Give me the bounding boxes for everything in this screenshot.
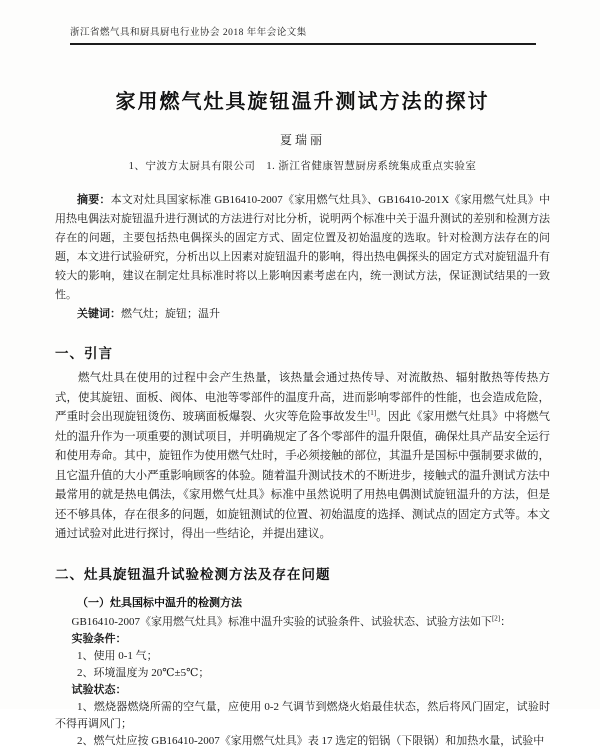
condition-item-1: 1、使用 0-1 气； (77, 649, 158, 662)
section-1-paragraph (55, 369, 550, 545)
abstract-block (55, 191, 550, 324)
running-head (70, 22, 536, 45)
citation-ref-1: [1] (367, 409, 377, 418)
abstract-label: 摘要： (77, 194, 111, 206)
section-1-heading: 一、引言 (55, 346, 113, 361)
keywords-label: 关键词： (77, 308, 121, 320)
abstract-paragraph (55, 191, 550, 305)
citation-ref-2: [2] (491, 613, 501, 622)
keywords-text: 燃气灶；旋钮；温升 (121, 308, 220, 320)
state-item-2: 2、燃气灶应按 GB16410-2007《家用燃气灶具》表 17 选定的铝锅（下限锅）和加热水量，试验中 (77, 734, 545, 747)
author-name: 夏瑞丽 (279, 133, 325, 147)
gb-standard-text-part2: ： (500, 615, 512, 628)
condition-item-2: 2、环境温度为 20℃±5℃； (77, 666, 210, 679)
subsection-2-1-heading: （一）灶具国标中温升的检测方法 (77, 596, 242, 609)
section-1-text-part2: 。因此《家用燃气灶具》中将燃气灶的温升作为一项重要的测试项目，并明确规定了各个零部件的温升限值，确保灶具产品安全运行和使用寿命。其中，旋钮作为使用燃气灶时，手必须接触的部位，其温升是国标中强制要求做的，且它温升值的大小严重影响顾客的体验。随着温升测试技术的不断进步，接触式的温升测试方法中最常用的就是热电偶法，《家用燃气灶具》标准中虽然说明了用热电偶测试旋钮温升的方法，但是还不够具体，存在很多的问题，如旋钮测试的位置、初始温度的选择、测试点的固定方式等。本文通过试验对此进行探讨，得出一些结论，并提出建议。 (55, 411, 551, 540)
gb-standard-text-part1: GB16410-2007《家用燃气灶具》标准中温升实验的试验条件、试验状态、试验方法如下 (71, 615, 492, 628)
gb-standard-line (55, 614, 550, 631)
running-head-text: 浙江省燃气具和厨具厨电行业协会 2018 年年会论文集 (70, 28, 307, 38)
test-state-label: 试验状态： (71, 683, 127, 696)
abstract-text: 本文对灶具国家标准 GB16410-2007《家用燃气灶具》、GB16410-201X《家用燃气灶具》中用热电偶法对旋钮温升进行测试的方法进行对比分析，说明两个标准中关于温升测试的差别和检测方法存在的问题，主要包括热电偶探头的固定方式、固定位置及初始温度的选取。针对检测方法存在的问题，本文进行试验研究，分析出以上因素对旋钮温升的影响，得出热电偶探头的固定方式对旋钮温升有较大的影响，建议在制定灶具标准时将以上影响因素考虑在内，统一测试方法，保证测试结果的一致性。 (55, 194, 550, 301)
keywords-line (55, 305, 550, 324)
affiliation-line: 1、宁波方太厨具有限公司 1. 浙江省健康智慧厨房系统集成重点实验室 (128, 161, 477, 172)
state-item-1: 1、燃烧器燃烧所需的空气量，应使用 0-2 气调节到燃烧火焰最佳状态，然后将风门固定，试验时不得再调风门； (55, 700, 550, 730)
section-1-text-part1: 燃气灶具在使用的过程中会产生热量，该热量会通过热传导、对流散热、辐射散热等传热方式，使其旋钮、面板、阀体、电池等零部件的温度升高，进而影响零部件的性能，也会造成危险，严重时会出现旋钮烫伤、玻璃面板爆裂、火灾等危险事故发生 (55, 372, 550, 423)
section-2-heading: 二、灶具旋钮温升试验检测方法及存在问题 (55, 566, 331, 582)
experiment-conditions-label: 实验条件： (71, 632, 127, 645)
paper-title: 家用燃气灶具旋钮温升测试方法的探讨 (115, 91, 490, 113)
